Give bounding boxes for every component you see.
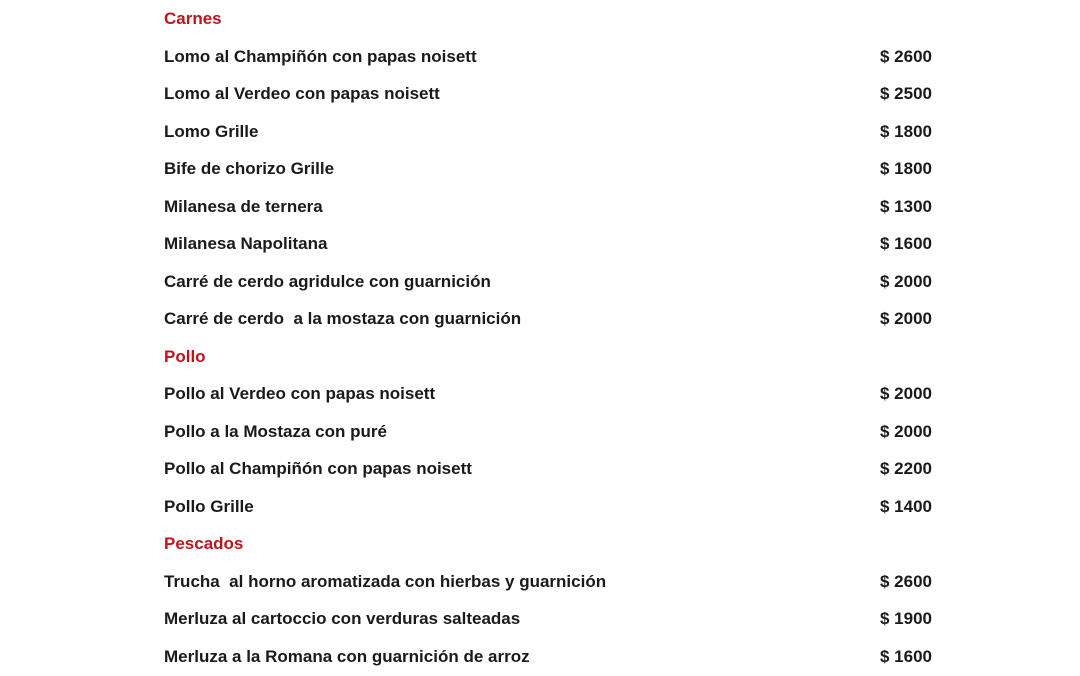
menu-item	[164, 563, 934, 601]
item-name: Merluza al cartoccio con verduras salteadas	[164, 609, 521, 629]
item-price: $ 2000	[880, 421, 932, 441]
menu-item	[164, 188, 934, 226]
item-price: $ 2000	[880, 384, 932, 404]
item-price: $ 1300	[880, 196, 932, 216]
section-title: Pollo	[164, 346, 206, 366]
item-price: $ 1800	[880, 121, 932, 141]
menu-page	[164, 0, 934, 676]
menu-item	[164, 226, 934, 264]
menu-item	[164, 263, 934, 301]
item-price: $ 1800	[880, 159, 932, 179]
menu-item	[164, 76, 934, 114]
section-heading-carnes	[164, 0, 934, 38]
item-price: $ 2600	[880, 46, 932, 66]
section-title: Pescados	[164, 534, 244, 554]
item-name: Pollo al Verdeo con papas noisett	[164, 384, 436, 404]
menu-item	[164, 601, 934, 639]
section-heading-pescados	[164, 526, 934, 564]
item-name: Lomo al Verdeo con papas noisett	[164, 84, 440, 104]
item-name: Lomo Grille	[164, 121, 259, 141]
item-price: $ 1400	[880, 496, 932, 516]
item-name: Carré de cerdo agridulce con guarnición	[164, 271, 491, 291]
menu-item	[164, 488, 934, 526]
item-name: Bife de chorizo Grille	[164, 159, 335, 179]
item-name: Lomo al Champiñón con papas noisett	[164, 46, 477, 66]
section-title: Carnes	[164, 9, 222, 28]
item-price: $ 2000	[880, 271, 932, 291]
item-price: $ 1900	[880, 609, 932, 629]
item-price: $ 2500	[880, 84, 932, 104]
item-price: $ 1600	[880, 646, 932, 666]
menu-item	[164, 376, 934, 414]
item-name: Merluza a la Romana con guarnición de arroz	[164, 646, 530, 666]
item-name: Pollo Grille	[164, 496, 254, 516]
menu-item	[164, 38, 934, 76]
item-name: Trucha al horno aromatizada con hierbas y guarnición	[164, 571, 607, 591]
menu-item	[164, 301, 934, 339]
item-name: Carré de cerdo a la mostaza con guarnición	[164, 309, 522, 329]
item-name: Pollo a la Mostaza con puré	[164, 421, 387, 441]
item-name: Milanesa de ternera	[164, 196, 323, 216]
item-name: Milanesa Napolitana	[164, 234, 328, 254]
item-price: $ 2200	[880, 459, 932, 479]
section-heading-pollo	[164, 338, 934, 376]
item-price: $ 1600	[880, 234, 932, 254]
item-name: Pollo al Champiñón con papas noisett	[164, 459, 472, 479]
menu-item	[164, 413, 934, 451]
menu-item	[164, 638, 934, 676]
item-price: $ 2600	[880, 571, 932, 591]
menu-item	[164, 451, 934, 489]
menu-item	[164, 151, 934, 189]
item-price: $ 2000	[880, 309, 932, 329]
menu-item	[164, 113, 934, 151]
